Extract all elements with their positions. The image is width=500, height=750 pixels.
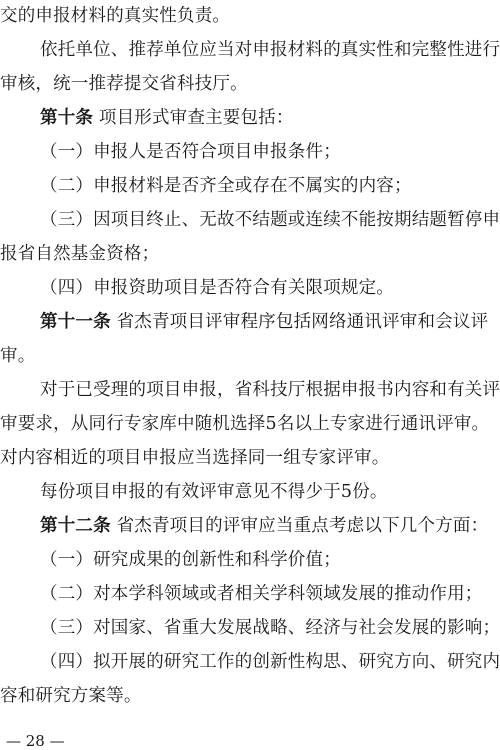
text-line: 审。 <box>0 346 36 366</box>
text-line: 报省自然基金资格； <box>0 244 160 264</box>
article-text: 项目形式审查主要包括： <box>98 108 294 128</box>
text-line: 审核，统一推荐提交省科技厅。 <box>0 74 248 94</box>
text-line: 审要求，从同行专家库中随机选择5名以上专家进行通讯评审。 <box>0 414 490 434</box>
text-line: （四）申报资助项目是否符合有关限项规定。 <box>40 278 394 298</box>
article-heading: 第十一条 <box>40 312 111 332</box>
text-line: 交的申报材料的真实性负责。 <box>0 6 231 26</box>
text-line: （三）对国家、省重大发展战略、经济与社会发展的影响； <box>40 618 500 638</box>
text-line: 每份项目申报的有效评审意见不得少于5份。 <box>40 482 388 502</box>
article-text: 省杰青项目评审程序包括网络通讯评审和会议评 <box>116 312 489 332</box>
page-number: — 28 — <box>6 732 65 750</box>
text-line: 对于已受理的项目申报，省科技厅根据申报书内容和有关评 <box>40 380 500 400</box>
article-text: 省杰青项目的评审应当重点考虑以下几个方面： <box>116 516 489 536</box>
text-line: 依托单位、推荐单位应当对申报材料的真实性和完整性进行 <box>40 40 500 60</box>
text-line: （一）研究成果的创新性和科学价值； <box>40 550 341 570</box>
text-line: （二）对本学科领域或者相关学科领域发展的推动作用； <box>40 584 483 604</box>
article-heading: 第十二条 <box>40 516 111 536</box>
article-heading: 第十条 <box>40 108 94 128</box>
article-12 <box>40 514 500 538</box>
article-10 <box>40 106 500 130</box>
text-line: 对内容相近的项目申报应当选择同一组专家评审。 <box>0 448 390 468</box>
text-line: （一）申报人是否符合项目申报条件； <box>40 142 341 162</box>
text-line: （四）拟开展的研究工作的创新性构思、研究方向、研究内 <box>40 652 500 672</box>
article-11 <box>40 310 500 334</box>
text-line: （三）因项目终止、无故不结题或连续不能按期结题暂停申 <box>40 210 500 230</box>
text-line: 容和研究方案等。 <box>0 686 142 706</box>
text-line: （二）申报材料是否齐全或存在不属实的内容； <box>40 176 412 196</box>
